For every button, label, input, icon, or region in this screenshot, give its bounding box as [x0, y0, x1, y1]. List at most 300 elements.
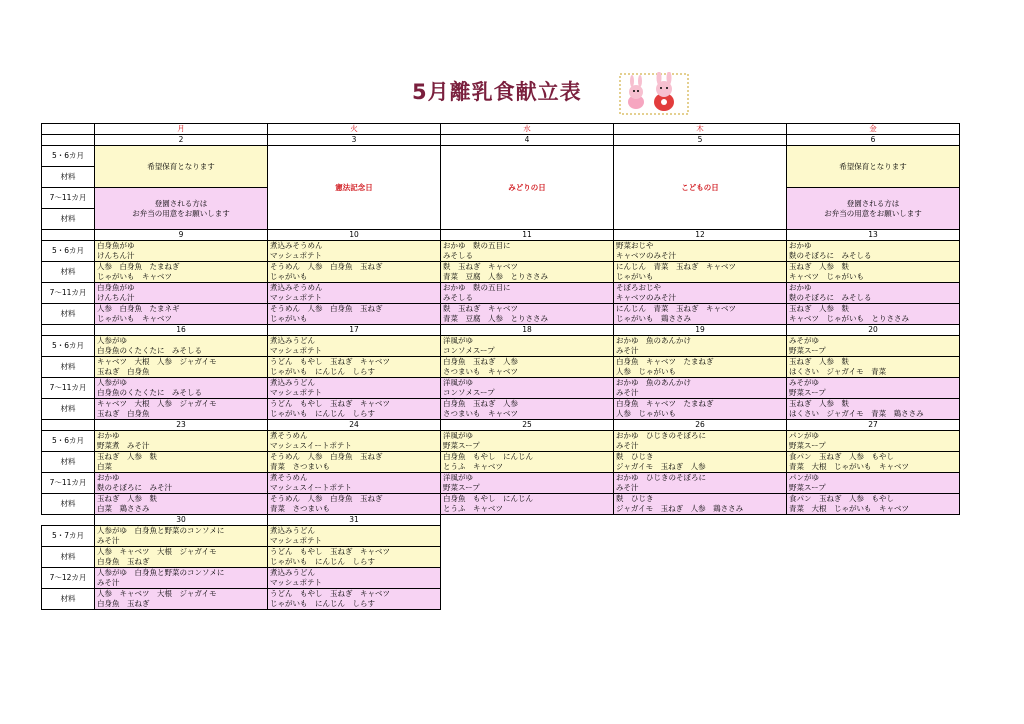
- materials-cell-line: じゃがいも 鶏ささみ: [616, 314, 691, 323]
- materials-cell-line: 人参 白身魚 たまねぎ: [97, 262, 180, 271]
- table-row: [42, 124, 960, 135]
- materials-cell-line: 人参 キャベツ 大根 ジャガイモ: [97, 589, 217, 598]
- menu-cell: [268, 431, 441, 452]
- materials-cell-line: はくさい ジャガイモ 青菜: [789, 367, 887, 376]
- date-cell: 3: [268, 135, 441, 146]
- menu-cell-line: 煮そうめん: [270, 431, 308, 440]
- menu-cell: [787, 241, 960, 262]
- materials-cell-line: ジャガイモ 玉ねぎ 人参: [616, 462, 706, 471]
- materials-cell: [787, 304, 960, 325]
- materials-cell: [441, 494, 614, 515]
- menu-cell-line: パンがゆ: [789, 431, 819, 440]
- materials-cell-line: 麩 ひじき: [616, 494, 654, 503]
- materials-cell-line: キャベツ じゃがいも とりささみ: [789, 314, 909, 323]
- spacer-cell: [614, 526, 787, 547]
- age-label: 5・6カ月: [42, 146, 95, 167]
- materials-label: 材料: [42, 494, 95, 515]
- menu-cell: [441, 473, 614, 494]
- menu-cell: [268, 378, 441, 399]
- menu-cell-line: 野菜スープ: [789, 388, 826, 397]
- age-label: 5・6カ月: [42, 431, 95, 452]
- menu-cell-line: 麩のそぼろに みそ汁: [97, 483, 172, 492]
- menu-cell-line: 煮込みそうめん: [270, 241, 323, 250]
- date-cell: 23: [95, 420, 268, 431]
- materials-cell-line: そうめん 人参 白身魚 玉ねぎ: [270, 304, 383, 313]
- materials-cell-line: 白身魚 玉ねぎ: [97, 557, 150, 566]
- spacer-cell: [614, 515, 787, 526]
- menu-cell: [95, 526, 268, 547]
- menu-cell: [787, 378, 960, 399]
- menu-cell: [441, 283, 614, 304]
- table-row: [42, 241, 960, 262]
- menu-cell-line: 煮込みうどん: [270, 526, 315, 535]
- menu-cell-line: マッシュポテト: [270, 293, 323, 302]
- corner-cell: [42, 124, 95, 135]
- materials-cell-line: 白身魚 玉ねぎ 人参: [443, 357, 518, 366]
- materials-cell: [268, 399, 441, 420]
- menu-cell: [268, 283, 441, 304]
- menu-cell-line: 煮そうめん: [270, 473, 308, 482]
- materials-cell-line: じゃがいも にんじん しらす: [270, 599, 375, 608]
- corner-cell: [42, 135, 95, 146]
- date-cell: 16: [95, 325, 268, 336]
- menu-cell-line: 人参がゆ 白身魚と野菜のコンソメに: [97, 526, 225, 535]
- menu-cell: [268, 526, 441, 547]
- menu-cell: [787, 283, 960, 304]
- spacer-cell: [787, 526, 960, 547]
- date-cell: 10: [268, 230, 441, 241]
- menu-cell-line: 洋風がゆ: [443, 431, 473, 440]
- materials-cell: [787, 357, 960, 378]
- materials-label: 材料: [42, 357, 95, 378]
- date-cell: 20: [787, 325, 960, 336]
- table-row: [42, 494, 960, 515]
- spacer-cell: [614, 547, 787, 568]
- materials-cell: [268, 304, 441, 325]
- table-row: [42, 589, 960, 610]
- menu-cell: [614, 241, 787, 262]
- menu-cell: [95, 241, 268, 262]
- menu-cell: [614, 336, 787, 357]
- materials-cell-line: 青菜 さつまいも: [270, 504, 330, 513]
- menu-cell: [614, 473, 787, 494]
- materials-cell-line: 白身魚 玉ねぎ: [97, 599, 150, 608]
- materials-cell: [95, 452, 268, 473]
- materials-cell-line: じゃがいも キャベツ: [97, 314, 172, 323]
- table-row: [42, 399, 960, 420]
- date-cell: 19: [614, 325, 787, 336]
- menu-cell-line: マッシュポテト: [270, 346, 323, 355]
- menu-cell-line: おかゆ: [789, 241, 812, 250]
- materials-cell: [268, 547, 441, 568]
- menu-cell: [614, 283, 787, 304]
- menu-cell-line: 洋風がゆ: [443, 378, 473, 387]
- menu-cell-line: おかゆ 麩の五目に: [443, 241, 511, 250]
- materials-cell: [614, 357, 787, 378]
- materials-cell-line: 青菜 豆腐 人参 とりささみ: [443, 272, 548, 281]
- weekday-header: 水: [441, 124, 614, 135]
- menu-cell: [787, 336, 960, 357]
- weekday-header: 火: [268, 124, 441, 135]
- date-cell: 30: [95, 515, 268, 526]
- menu-cell-line: おかゆ ひじきのそぼろに: [616, 431, 706, 440]
- materials-cell-line: にんじん 青菜 玉ねぎ キャベツ: [616, 304, 736, 313]
- materials-label: 材料: [42, 167, 95, 188]
- menu-cell-line: みそ汁: [616, 388, 639, 397]
- fri-note: 登園される方は お弁当の用意をお願いします: [787, 188, 960, 230]
- materials-cell-line: じゃがいも: [270, 314, 308, 323]
- menu-cell-line: マッシュポテト: [270, 536, 323, 545]
- menu-cell-line: おかゆ 魚のあんかけ: [616, 336, 691, 345]
- materials-cell-line: 食パン 玉ねぎ 人参 もやし: [789, 494, 894, 503]
- materials-cell-line: 白身魚 キャベツ たまねぎ: [616, 357, 714, 366]
- spacer-cell: [441, 515, 614, 526]
- menu-cell-line: おかゆ: [97, 431, 120, 440]
- event-day: 憲法記念日: [268, 146, 441, 230]
- corner-cell: [42, 230, 95, 241]
- materials-cell-line: 玉ねぎ 白身魚: [97, 409, 150, 418]
- menu-cell-line: 洋風がゆ: [443, 473, 473, 482]
- materials-cell-line: じゃがいも にんじん しらす: [270, 367, 375, 376]
- spacer-cell: [787, 515, 960, 526]
- menu-cell-line: みそ汁: [616, 346, 639, 355]
- materials-cell-line: 玉ねぎ 人参 麩: [789, 304, 849, 313]
- menu-cell-line: マッシュスイートポテト: [270, 483, 352, 492]
- menu-cell: [95, 431, 268, 452]
- menu-cell: [95, 283, 268, 304]
- date-cell: 31: [268, 515, 441, 526]
- menu-cell-line: 麩のそぼろに みそしる: [789, 293, 872, 302]
- materials-cell-line: 玉ねぎ 人参 麩: [97, 452, 157, 461]
- spacer-cell: [787, 589, 960, 610]
- table-row: [42, 283, 960, 304]
- materials-cell-line: はくさい ジャガイモ 青菜 鶏ささみ: [789, 409, 924, 418]
- materials-cell-line: 青菜 大根 じゃがいも キャベツ: [789, 462, 909, 471]
- materials-cell-line: とうふ キャベツ: [443, 504, 503, 513]
- table-row: [42, 146, 960, 167]
- menu-cell-line: みそしる: [443, 251, 473, 260]
- menu-cell-line: コンソメスープ: [443, 346, 495, 355]
- menu-cell: [268, 568, 441, 589]
- menu-cell-line: おかゆ: [97, 473, 120, 482]
- mon-note: 希望保育となります: [95, 146, 268, 188]
- spacer-cell: [441, 568, 614, 589]
- materials-cell: [268, 494, 441, 515]
- menu-cell-line: みそ汁: [97, 578, 120, 587]
- table-row: [42, 378, 960, 399]
- age-label: 7〜11カ月: [42, 473, 95, 494]
- date-cell: 27: [787, 420, 960, 431]
- table-row: [42, 262, 960, 283]
- menu-cell: [441, 378, 614, 399]
- age-label: 5・7カ月: [42, 526, 95, 547]
- table-row: [42, 357, 960, 378]
- spacer-cell: [787, 568, 960, 589]
- spacer-cell: [441, 547, 614, 568]
- spacer-cell: [441, 526, 614, 547]
- materials-cell-line: 青菜 大根 じゃがいも キャベツ: [789, 504, 909, 513]
- spacer-cell: [441, 589, 614, 610]
- age-label: 7〜11カ月: [42, 188, 95, 209]
- materials-cell-line: 玉ねぎ 白身魚: [97, 367, 150, 376]
- materials-cell-line: 玉ねぎ 人参 麩: [789, 262, 849, 271]
- date-cell: 17: [268, 325, 441, 336]
- menu-cell-line: キャベツのみそ汁: [616, 293, 676, 302]
- materials-cell-line: 麩 玉ねぎ キャベツ: [443, 304, 518, 313]
- materials-cell: [614, 262, 787, 283]
- menu-cell-line: 白身魚がゆ: [97, 283, 135, 292]
- table-row: [42, 547, 960, 568]
- spacer-cell: [614, 568, 787, 589]
- menu-cell: [787, 431, 960, 452]
- date-cell: 18: [441, 325, 614, 336]
- table-row: [42, 452, 960, 473]
- materials-label: 材料: [42, 452, 95, 473]
- date-cell: 11: [441, 230, 614, 241]
- materials-cell: [95, 304, 268, 325]
- menu-cell-line: 人参がゆ 白身魚と野菜のコンソメに: [97, 568, 225, 577]
- date-cell: 2: [95, 135, 268, 146]
- materials-cell-line: 白身魚 もやし にんじん: [443, 494, 533, 503]
- table-row: [42, 431, 960, 452]
- materials-cell: [441, 357, 614, 378]
- date-cell: 9: [95, 230, 268, 241]
- menu-cell: [95, 568, 268, 589]
- menu-cell-line: 野菜スープ: [789, 483, 826, 492]
- materials-cell-line: じゃがいも にんじん しらす: [270, 557, 375, 566]
- menu-cell-line: けんちん汁: [97, 251, 135, 260]
- materials-cell-line: 白菜 鶏ささみ: [97, 504, 150, 513]
- table-row: [42, 526, 960, 547]
- materials-cell-line: さつまいも キャベツ: [443, 367, 518, 376]
- materials-cell-line: そうめん 人参 白身魚 玉ねぎ: [270, 494, 383, 503]
- materials-cell: [614, 304, 787, 325]
- spacer-cell: [787, 547, 960, 568]
- menu-cell-line: 野菜煮 みそ汁: [97, 441, 150, 450]
- date-cell: 5: [614, 135, 787, 146]
- materials-cell-line: 青菜 豆腐 人参 とりささみ: [443, 314, 548, 323]
- menu-cell-line: 麩のそぼろに みそしる: [789, 251, 872, 260]
- table-row: [42, 325, 960, 336]
- menu-cell-line: マッシュポテト: [270, 578, 323, 587]
- materials-cell-line: にんじん 青菜 玉ねぎ キャベツ: [616, 262, 736, 271]
- materials-cell: [787, 399, 960, 420]
- materials-cell: [95, 494, 268, 515]
- event-day: みどりの日: [441, 146, 614, 230]
- menu-cell-line: みそがゆ: [789, 378, 819, 387]
- menu-cell-line: 人参がゆ: [97, 336, 127, 345]
- date-cell: 6: [787, 135, 960, 146]
- materials-cell: [95, 357, 268, 378]
- materials-cell-line: とうふ キャベツ: [443, 462, 503, 471]
- materials-cell-line: 玉ねぎ 人参 麩: [789, 357, 849, 366]
- table-row: [42, 336, 960, 357]
- materials-cell: [95, 262, 268, 283]
- materials-cell: [614, 399, 787, 420]
- materials-cell: [95, 399, 268, 420]
- menu-cell-line: みそがゆ: [789, 336, 819, 345]
- table-row: [42, 135, 960, 146]
- menu-cell-line: 野菜スープ: [789, 441, 826, 450]
- weekday-header: 月: [95, 124, 268, 135]
- table-row: [42, 420, 960, 431]
- materials-cell-line: 白菜: [97, 462, 112, 471]
- menu-cell-line: パンがゆ: [789, 473, 819, 482]
- materials-cell: [268, 357, 441, 378]
- materials-label: 材料: [42, 304, 95, 325]
- menu-cell-line: みそしる: [443, 293, 473, 302]
- materials-cell-line: 白身魚 もやし にんじん: [443, 452, 533, 461]
- materials-cell-line: 白身魚 玉ねぎ 人参: [443, 399, 518, 408]
- table-row: [42, 473, 960, 494]
- materials-cell: [787, 262, 960, 283]
- age-label: 7〜12カ月: [42, 568, 95, 589]
- corner-cell: [42, 420, 95, 431]
- menu-cell-line: おかゆ 魚のあんかけ: [616, 378, 691, 387]
- materials-cell-line: 人参 白身魚 たまネギ: [97, 304, 180, 313]
- table-row: [42, 230, 960, 241]
- materials-cell-line: じゃがいも にんじん しらす: [270, 409, 375, 418]
- materials-cell-line: そうめん 人参 白身魚 玉ねぎ: [270, 452, 383, 461]
- menu-cell-line: 野菜スープ: [443, 441, 480, 450]
- menu-cell-line: 煮込みうどん: [270, 378, 315, 387]
- materials-cell: [441, 262, 614, 283]
- menu-cell-line: コンソメスープ: [443, 388, 495, 397]
- menu-cell-line: おかゆ 麩の五目に: [443, 283, 511, 292]
- date-cell: 4: [441, 135, 614, 146]
- menu-cell: [95, 336, 268, 357]
- date-cell: 24: [268, 420, 441, 431]
- materials-cell-line: じゃがいも キャベツ: [97, 272, 172, 281]
- materials-cell-line: じゃがいも: [616, 272, 654, 281]
- materials-cell-line: 玉ねぎ 人参 麩: [789, 399, 849, 408]
- menu-cell: [95, 473, 268, 494]
- menu-cell-line: キャベツのみそ汁: [616, 251, 676, 260]
- materials-cell: [441, 399, 614, 420]
- spacer-cell: [614, 589, 787, 610]
- menu-cell: [268, 336, 441, 357]
- materials-label: 材料: [42, 209, 95, 230]
- menu-cell-line: 白身魚のくたくたに みそしる: [97, 388, 202, 397]
- age-label: 5・6カ月: [42, 241, 95, 262]
- menu-cell-line: 野菜おじや: [616, 241, 654, 250]
- materials-label: 材料: [42, 399, 95, 420]
- materials-label: 材料: [42, 547, 95, 568]
- date-cell: 13: [787, 230, 960, 241]
- materials-cell-line: 人参 じゃがいも: [616, 367, 676, 376]
- materials-cell: [614, 452, 787, 473]
- materials-cell: [95, 589, 268, 610]
- menu-cell: [614, 378, 787, 399]
- menu-cell: [268, 473, 441, 494]
- materials-cell: [268, 452, 441, 473]
- table-row: [42, 515, 960, 526]
- age-label: 7〜11カ月: [42, 283, 95, 304]
- menu-cell-line: 人参がゆ: [97, 378, 127, 387]
- menu-cell-line: マッシュポテト: [270, 388, 323, 397]
- materials-cell-line: 食パン 玉ねぎ 人参 もやし: [789, 452, 894, 461]
- materials-label: 材料: [42, 589, 95, 610]
- menu-cell-line: おかゆ: [789, 283, 812, 292]
- menu-cell-line: 煮込みそうめん: [270, 283, 323, 292]
- materials-cell: [614, 494, 787, 515]
- menu-cell-line: 野菜スープ: [789, 346, 826, 355]
- corner-cell: [42, 325, 95, 336]
- materials-cell-line: うどん もやし 玉ねぎ キャベツ: [270, 357, 390, 366]
- materials-cell-line: 麩 ひじき: [616, 452, 654, 461]
- spacer-cell: [42, 515, 95, 526]
- materials-cell-line: 人参 キャベツ 大根 ジャガイモ: [97, 547, 217, 556]
- date-cell: 25: [441, 420, 614, 431]
- materials-cell-line: さつまいも キャベツ: [443, 409, 518, 418]
- materials-cell-line: 麩 玉ねぎ キャベツ: [443, 262, 518, 271]
- materials-cell: [441, 452, 614, 473]
- menu-cell-line: マッシュスイートポテト: [270, 441, 352, 450]
- menu-cell-line: マッシュポテト: [270, 251, 323, 260]
- weekday-header: 金: [787, 124, 960, 135]
- materials-cell-line: 青菜 さつまいも: [270, 462, 330, 471]
- page-title: 5月離乳食献立表: [412, 80, 582, 104]
- materials-label: 材料: [42, 262, 95, 283]
- rabbit-mascot-illustration: [618, 72, 690, 116]
- materials-cell-line: うどん もやし 玉ねぎ キャベツ: [270, 589, 390, 598]
- materials-cell-line: キャベツ 大根 人参 ジャガイモ: [97, 399, 217, 408]
- materials-cell-line: うどん もやし 玉ねぎ キャベツ: [270, 399, 390, 408]
- materials-cell: [441, 304, 614, 325]
- menu-cell-line: 洋風がゆ: [443, 336, 473, 345]
- menu-cell: [441, 336, 614, 357]
- menu-cell-line: けんちん汁: [97, 293, 135, 302]
- materials-cell-line: ジャガイモ 玉ねぎ 人参 鶏ささみ: [616, 504, 744, 513]
- menu-cell: [441, 431, 614, 452]
- materials-cell-line: 玉ねぎ 人参 麩: [97, 494, 157, 503]
- mon-note: 登園される方は お弁当の用意をお願いします: [95, 188, 268, 230]
- fri-note: 希望保育となります: [787, 146, 960, 188]
- materials-cell-line: うどん もやし 玉ねぎ キャベツ: [270, 547, 390, 556]
- menu-cell-line: 煮込みうどん: [270, 336, 315, 345]
- materials-cell: [268, 589, 441, 610]
- materials-cell-line: じゃがいも: [270, 272, 308, 281]
- date-cell: 26: [614, 420, 787, 431]
- materials-cell-line: キャベツ じゃがいも: [789, 272, 864, 281]
- menu-cell-line: みそ汁: [97, 536, 120, 545]
- menu-cell: [441, 241, 614, 262]
- table-row: [42, 568, 960, 589]
- menu-cell: [787, 473, 960, 494]
- weekday-header: 木: [614, 124, 787, 135]
- menu-cell-line: そぼろおじや: [616, 283, 661, 292]
- menu-cell-line: みそ汁: [616, 441, 639, 450]
- menu-cell-line: おかゆ ひじきのそぼろに: [616, 473, 706, 482]
- menu-cell: [614, 431, 787, 452]
- materials-cell-line: キャベツ 大根 人参 ジャガイモ: [97, 357, 217, 366]
- materials-cell-line: そうめん 人参 白身魚 玉ねぎ: [270, 262, 383, 271]
- materials-cell: [787, 452, 960, 473]
- menu-cell-line: 煮込みうどん: [270, 568, 315, 577]
- menu-cell-line: 白身魚がゆ: [97, 241, 135, 250]
- table-row: [42, 304, 960, 325]
- age-label: 5・6カ月: [42, 336, 95, 357]
- menu-table: [41, 123, 960, 610]
- materials-cell-line: 白身魚 キャベツ たまねぎ: [616, 399, 714, 408]
- materials-cell: [268, 262, 441, 283]
- menu-cell: [95, 378, 268, 399]
- menu-cell: [268, 241, 441, 262]
- age-label: 7〜11カ月: [42, 378, 95, 399]
- event-day: こどもの日: [614, 146, 787, 230]
- menu-cell-line: 野菜スープ: [443, 483, 480, 492]
- menu-cell-line: 白身魚のくたくたに みそしる: [97, 346, 202, 355]
